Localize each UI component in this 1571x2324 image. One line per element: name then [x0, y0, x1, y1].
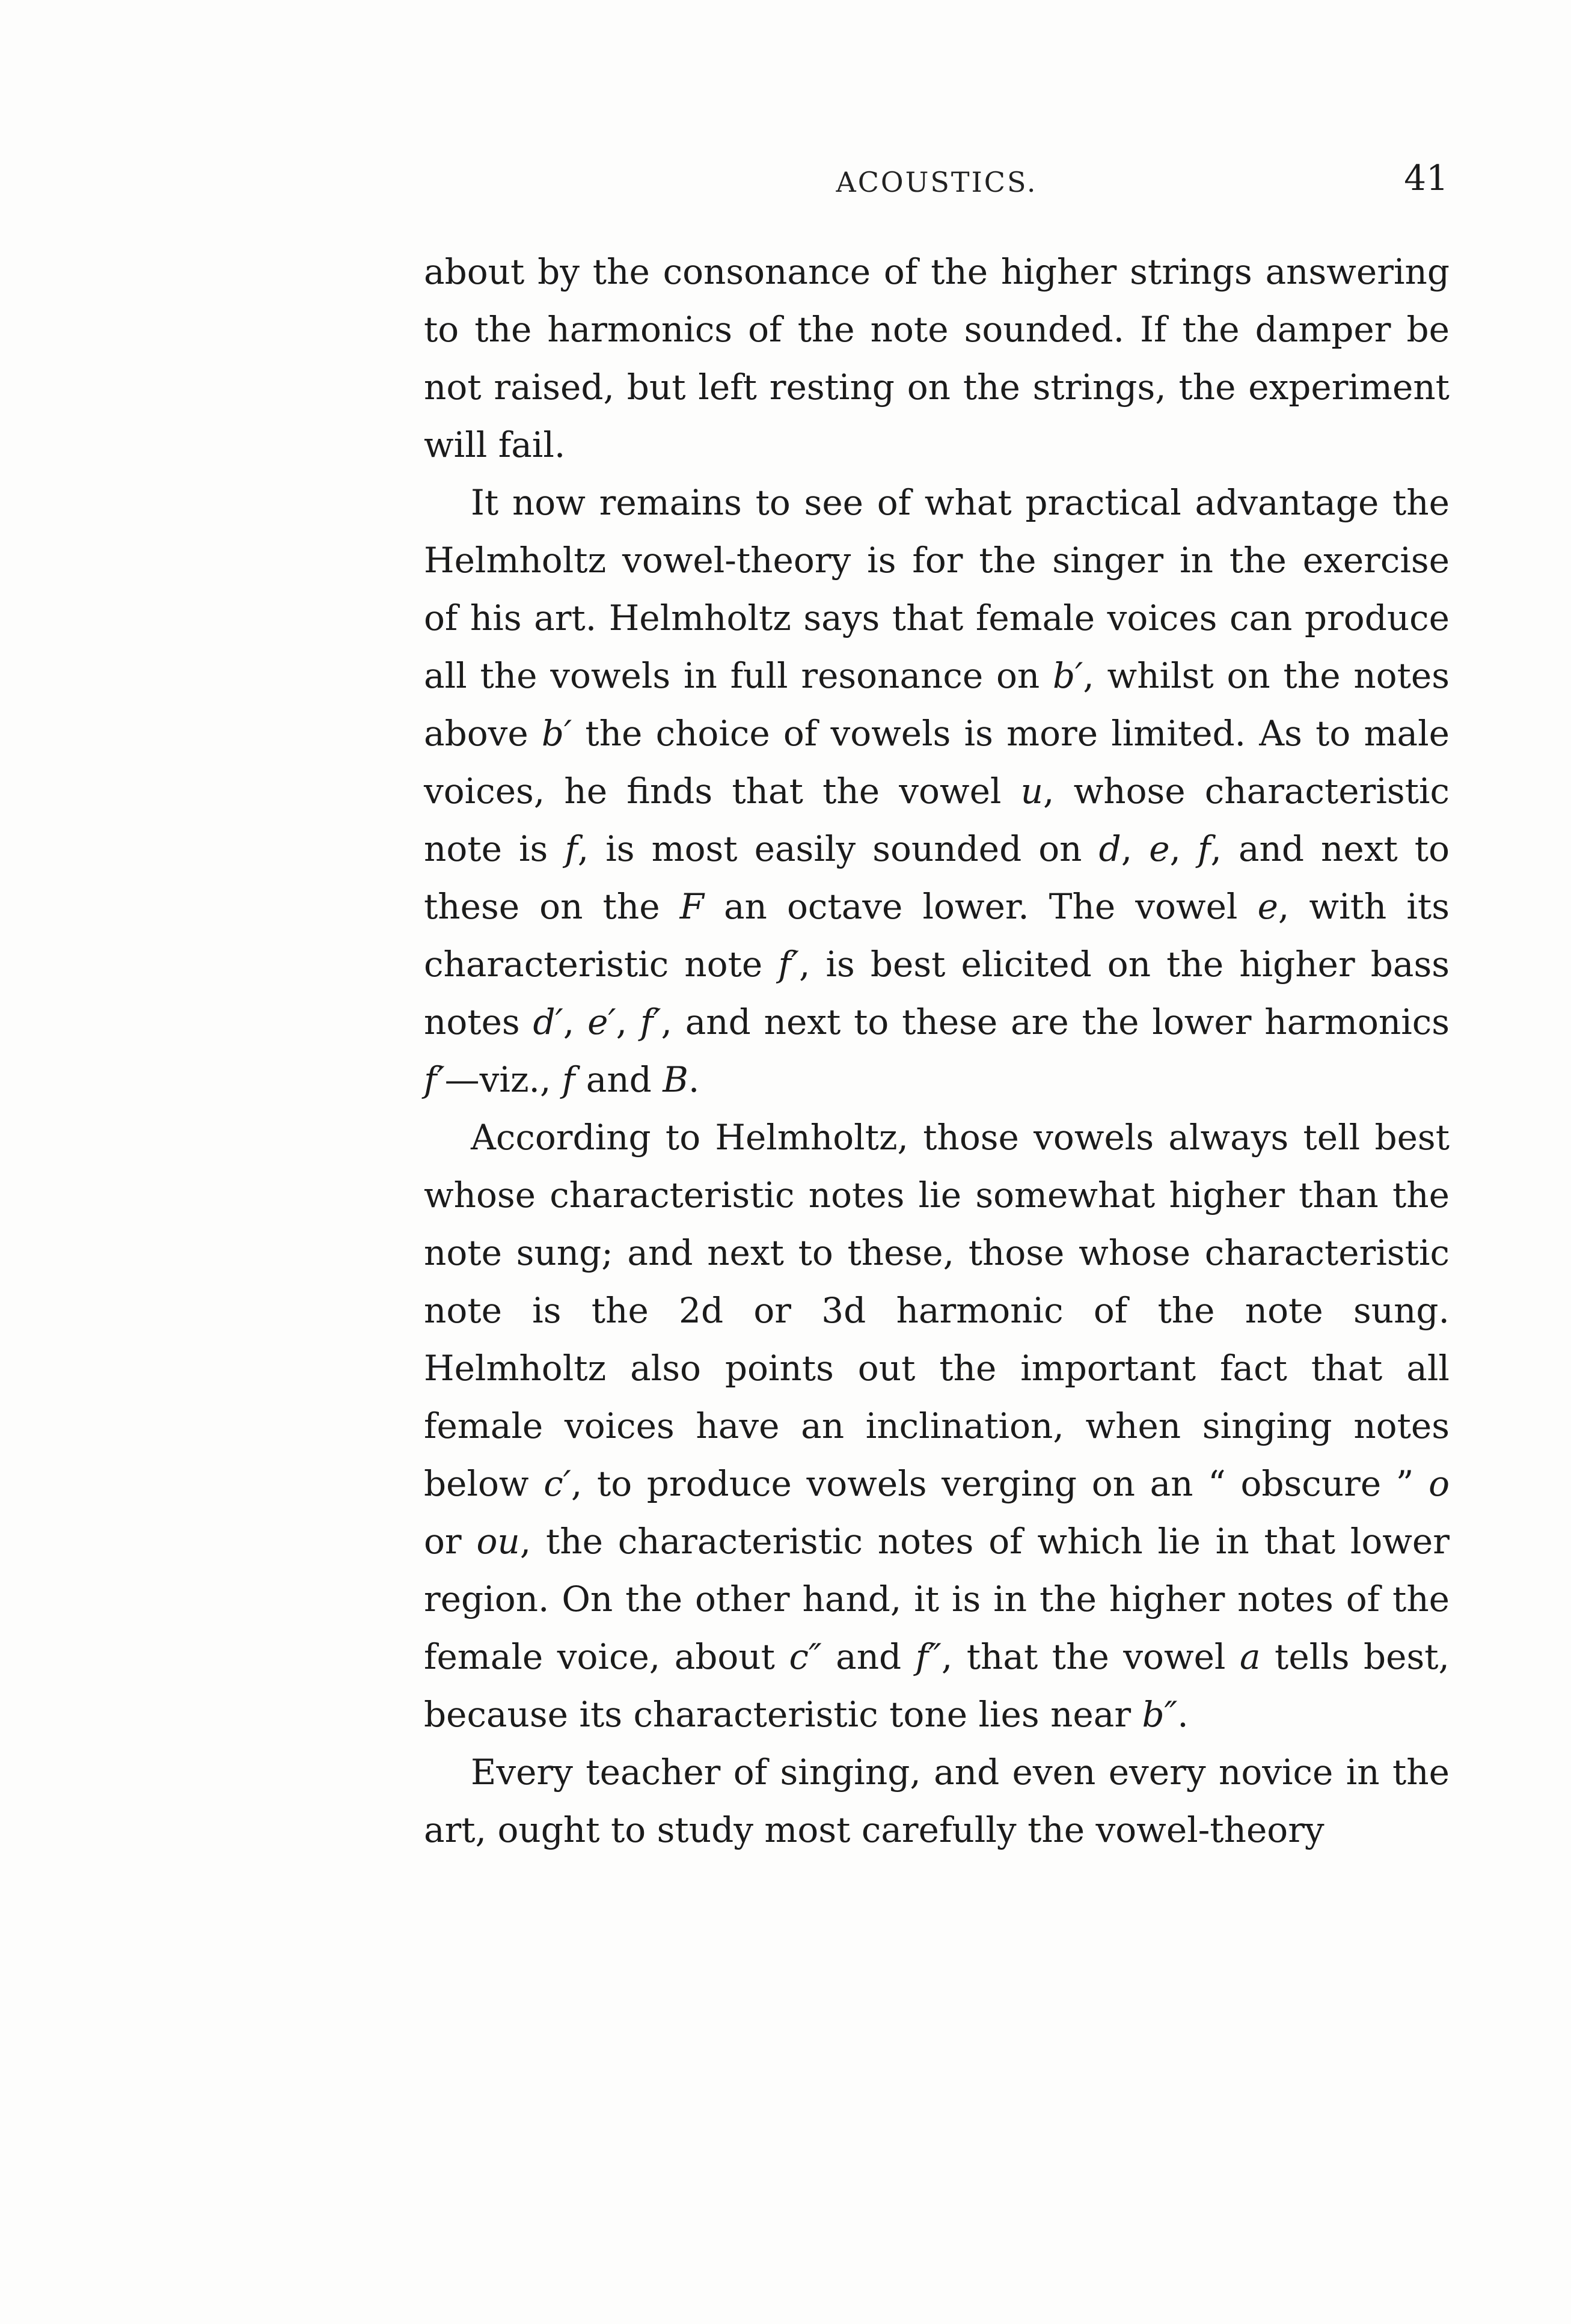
text-segment-italic: F — [679, 886, 704, 927]
text-segment: and — [821, 1636, 916, 1677]
text-segment: , to produce vowels verging on an “ obscure ” — [571, 1463, 1429, 1504]
text-segment: , whose characteristic note is — [424, 771, 1450, 869]
text-segment-italic: b′ — [541, 713, 572, 754]
paragraph — [424, 1108, 1450, 1743]
text-segment-italic: d — [1098, 828, 1121, 869]
text-segment: and — [575, 1059, 663, 1100]
page-body — [424, 243, 1450, 1859]
text-segment: , that the vowel — [941, 1636, 1240, 1677]
text-segment-italic: u — [1020, 771, 1043, 812]
text-segment: —viz., — [444, 1059, 562, 1100]
text-segment: or — [424, 1521, 477, 1562]
text-segment-italic: f — [1198, 828, 1211, 869]
text-segment: It now remains to see of what practical advantage the Helmholtz vowel-theory is for the singer in the exercise of his art. Helmholtz says that female voices can produce all the vowels in full resonance on — [424, 482, 1450, 696]
text-segment-italic: b′ — [1053, 655, 1083, 696]
text-segment-italic: a — [1239, 1636, 1261, 1677]
running-title: ACOUSTICS. — [836, 166, 1038, 198]
text-segment: . — [688, 1059, 700, 1100]
text-segment: tells best, because its characteristic tone lies near — [424, 1636, 1450, 1735]
text-segment: . — [1177, 1694, 1189, 1735]
text-segment: , with its characteristic note — [424, 886, 1450, 985]
text-segment: , and next to these are the lower harmonics — [661, 1001, 1450, 1042]
paragraph — [424, 1743, 1450, 1859]
text-segment-italic: b″ — [1142, 1694, 1178, 1735]
text-segment-italic: e — [1257, 886, 1278, 927]
text-segment: , — [563, 1001, 588, 1042]
text-segment-italic: f′ — [778, 944, 799, 985]
text-segment: an octave lower. The vowel — [703, 886, 1258, 927]
text-segment-italic: f′ — [640, 1001, 661, 1042]
text-segment-italic: o — [1429, 1463, 1450, 1504]
text-segment: According to Helmholtz, those vowels always tell best whose characteristic notes lie somewhat higher than the note sung; and next to these, those whose characteristic note is the 2d or 3d harmonic of the note sung. Helmholtz also points out the important fact that all female voices have an inclination, when singing notes below — [424, 1117, 1450, 1504]
page-header — [424, 157, 1450, 206]
text-segment-italic: f′ — [424, 1059, 445, 1100]
text-segment-italic: f — [565, 828, 578, 869]
text-segment: , — [616, 1001, 640, 1042]
text-column — [424, 157, 1450, 1859]
text-segment: , — [1169, 828, 1198, 869]
text-segment: about by the consonance of the higher strings answering to the harmonics of the note sounded. If the damper be not raised, but left resting on the strings, the experiment will fail. — [424, 251, 1450, 465]
text-segment: , whilst on the notes above — [424, 655, 1450, 754]
text-segment: , — [1121, 828, 1150, 869]
text-segment-italic: f″ — [915, 1636, 942, 1677]
text-segment: the choice of vowels is more limited. As to male voices, he finds that the vowel — [424, 713, 1450, 812]
page-number: 41 — [1404, 157, 1448, 198]
text-segment-italic: ou — [476, 1521, 520, 1562]
text-segment-italic: e′ — [587, 1001, 616, 1042]
text-segment: , the characteristic notes of which lie in that lower region. On the other hand, it is in the higher notes of the female voice, about — [424, 1521, 1450, 1677]
text-segment-italic: c′ — [544, 1463, 571, 1504]
text-segment: Every teacher of singing, and even every novice in the art, ought to study most carefully the vowel-theory — [424, 1752, 1450, 1850]
text-segment-italic: f — [562, 1059, 575, 1100]
paragraph — [424, 243, 1450, 474]
text-segment: , is most easily sounded on — [577, 828, 1099, 869]
text-segment-italic: B — [663, 1059, 688, 1100]
text-segment-italic: c″ — [789, 1636, 822, 1677]
text-segment: , and next to these on the — [424, 828, 1450, 927]
text-segment-italic: e — [1149, 828, 1170, 869]
text-segment: , is best elicited on the higher bass notes — [424, 944, 1450, 1042]
text-segment-italic: d′ — [533, 1001, 563, 1042]
paragraph — [424, 474, 1450, 1108]
